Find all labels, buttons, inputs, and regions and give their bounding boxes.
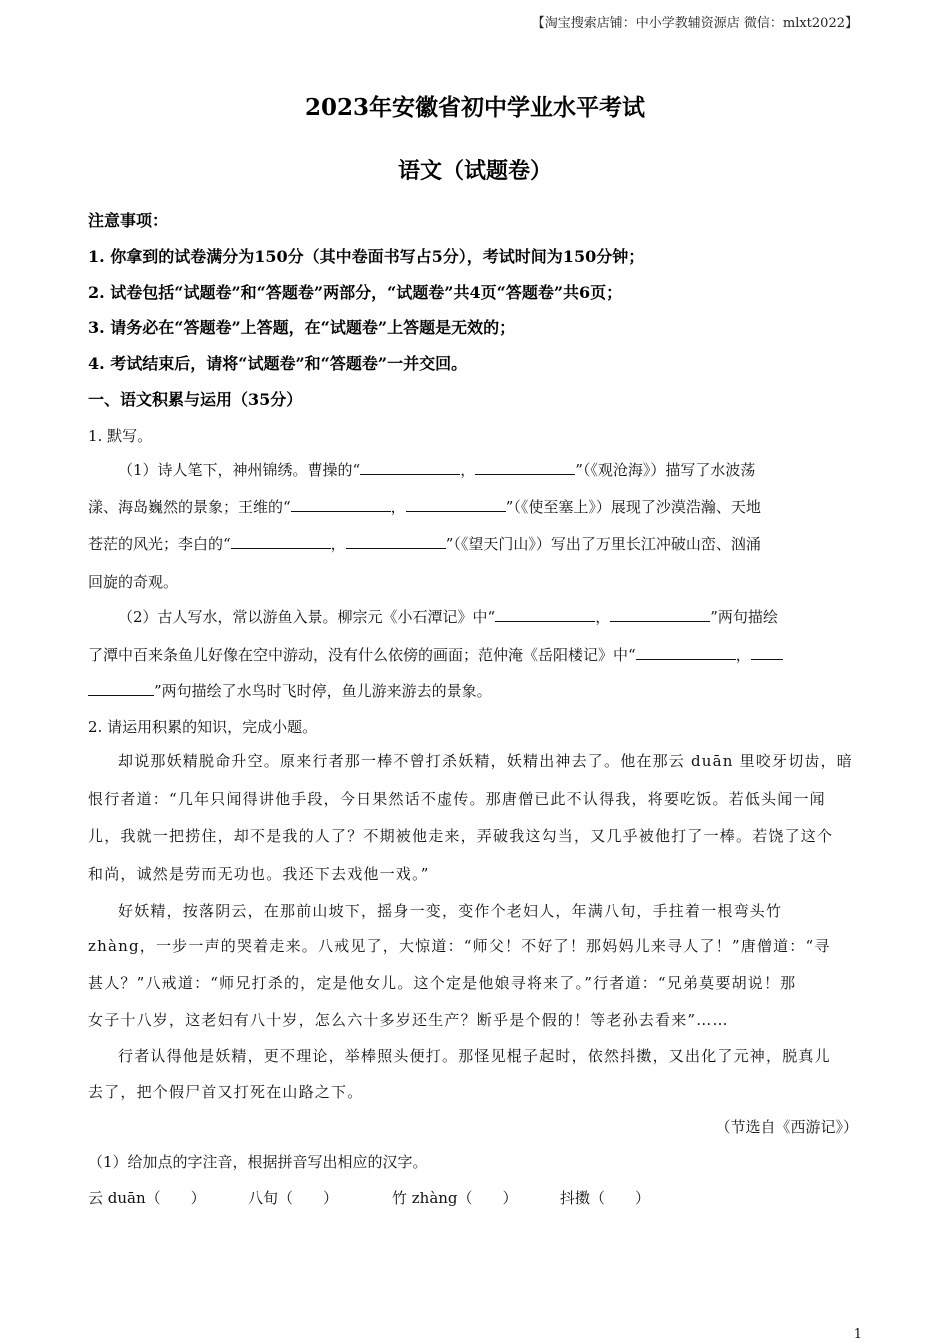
passage-line: 女子十八岁，这老妇有八十岁，怎么六十多岁还生产？断乎是个假的！等老孙去看来”…… — [88, 1011, 729, 1029]
answer-blank[interactable] — [406, 497, 506, 512]
q1-part2-line1: （2）古人写水，常以游鱼入景。柳宗元《小石潭记》中“ ， ”两句描绘 — [118, 608, 778, 626]
passage-line: 却说那妖精脱命升空。原来行者那一棒不曾打杀妖精，妖精出神去了。他在那云 duān 里咬牙切齿，暗 — [118, 752, 854, 770]
notice-item: 2. 试卷包括“试题卷”和“答题卷”两部分，“试题卷”共4页“答题卷”共6页； — [88, 283, 623, 302]
q1-part2-line2: 了潭中百来条鱼儿好像在空中游动，没有什么依傍的画面；范仲淹《岳阳楼记》中“ ， — [88, 645, 858, 665]
pinyin-item[interactable]: 竹 zhàng（ ） — [392, 1189, 518, 1207]
answer-blank[interactable] — [751, 645, 783, 660]
question-2-label: 2. 请运用积累的知识，完成小题。 — [88, 718, 318, 736]
pinyin-item[interactable]: 抖擞（ ） — [560, 1189, 651, 1207]
q1-part1-line3: 苍茫的风光；李白的“ ， ”（《望天门山》）写出了万里长江冲破山峦、汹涌 — [88, 535, 761, 553]
passage-line: 去了，把个假尸首又打死在山路之下。 — [88, 1083, 364, 1101]
exam-subtitle: 语文（试题卷） — [397, 158, 552, 184]
answer-blank[interactable] — [610, 607, 710, 622]
answer-blank[interactable] — [475, 460, 575, 475]
section-heading: 一、语文积累与运用（35分） — [88, 390, 303, 409]
answer-blank[interactable] — [88, 681, 154, 696]
header-note: 【淘宝搜索店铺：中小学教辅资源店 微信：mlxt2022】 — [531, 16, 858, 31]
answer-blank[interactable] — [360, 460, 460, 475]
answer-blank[interactable] — [231, 534, 331, 549]
answer-blank[interactable] — [346, 534, 446, 549]
passage-line: 甚人？”八戒道：“师兄打杀的，定是他女儿。这个定是他娘寻将来了。”行者道：“兄弟莫要胡说！那 — [88, 974, 797, 992]
pinyin-item[interactable]: 八旬（ ） — [248, 1189, 339, 1207]
subquestion-1: （1）给加点的字注音，根据拼音写出相应的汉字。 — [88, 1153, 428, 1171]
passage-line: 恨行者道：“几年只闻得讲他手段，今日果然话不虚传。那唐僧已此不认得我，将要吃饭。若低头闻一闻 — [88, 790, 826, 808]
notice-item: 3. 请务必在“答题卷”上答题，在“试题卷”上答题是无效的； — [88, 318, 516, 337]
pinyin-item[interactable]: 云 duān（ ） — [88, 1189, 206, 1207]
notice-item: 4. 考试结束后，请将“试题卷”和“答题卷”一并交回。 — [88, 354, 468, 373]
q1-part1-line1: （1）诗人笔下，神州锦绣。曹操的“ ， ”（《观沧海》）描写了水波荡 — [118, 461, 756, 479]
passage-line: zhàng，一步一声的哭着走来。八戒见了，大惊道：“师父！不好了！那妈妈儿来寻人了！”唐僧道：“寻 — [88, 937, 831, 955]
passage-line: 儿，我就一把捞住，却不是我的人了？不期被他走来，弄破我这勾当，又几乎被他打了一棒。若饶了这个 — [88, 827, 834, 845]
answer-blank[interactable] — [636, 645, 736, 660]
q1-part1-line2: 漾、海岛巍然的景象；王维的“ ， ”（《使至塞上》）展现了沙漠浩瀚、天地 — [88, 498, 761, 516]
answer-blank[interactable] — [495, 607, 595, 622]
exam-title: 2023年安徽省初中学业水平考试 — [304, 94, 645, 121]
q1-part1-line4: 回旋的奇观。 — [88, 573, 179, 591]
notice-heading: 注意事项： — [88, 211, 169, 230]
question-1-label: 1. 默写。 — [88, 427, 153, 445]
answer-blank[interactable] — [291, 497, 391, 512]
notice-item: 1. 你拿到的试卷满分为150分（其中卷面书写占5分），考试时间为150分钟； — [88, 247, 645, 266]
passage-line: 行者认得他是妖精，更不理论，举棒照头便打。那怪见棍子起时，依然抖擞，又出化了元神，脱真儿 — [118, 1047, 831, 1065]
q1-part2-line3: ”两句描绘了水鸟时飞时停，鱼儿游来游去的景象。 — [88, 681, 858, 701]
passage-line: 和尚，诚然是劳而无功也。我还下去戏他一戏。” — [88, 865, 430, 883]
passage-source: （节选自《西游记》） — [715, 1118, 858, 1136]
page-number: 1 — [853, 1327, 862, 1342]
passage-line: 好妖精，按落阴云，在那前山坡下，摇身一变，变作个老妇人，年满八旬，手拄着一根弯头竹 — [118, 902, 783, 920]
